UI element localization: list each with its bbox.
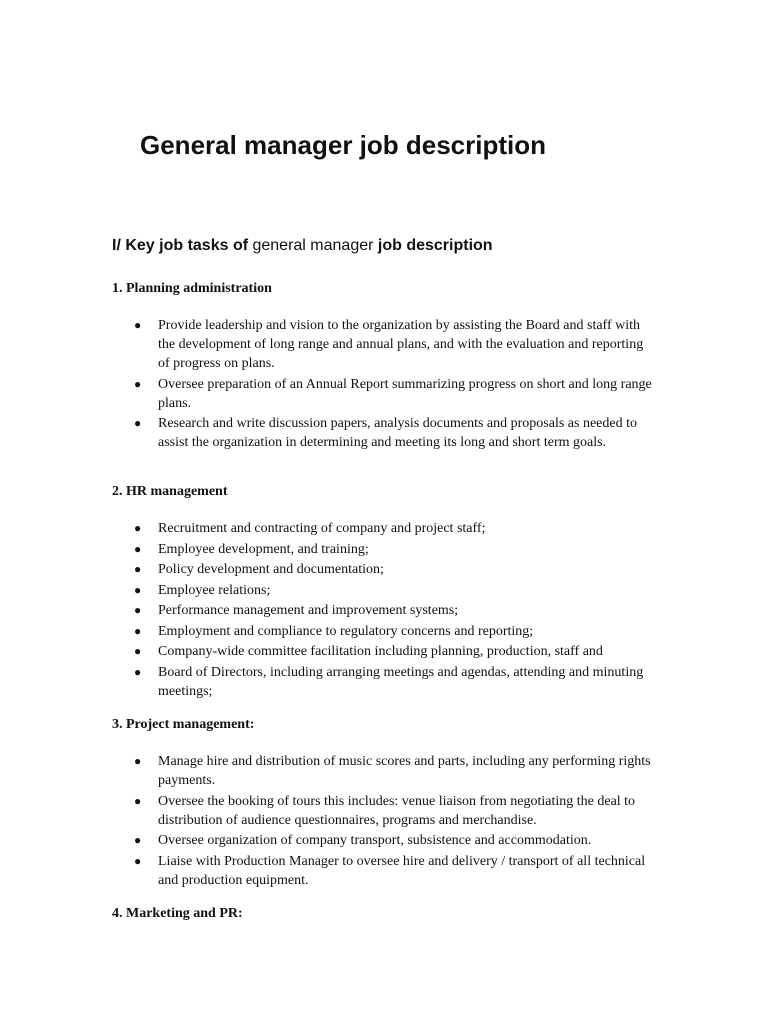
list-item-text: Employment and compliance to regulatory concerns and reporting; (158, 623, 534, 639)
subsection-heading-hr: 2. HR management (112, 484, 228, 499)
bullet-list-hr (0, 519, 658, 702)
list-item (0, 519, 658, 538)
list-item-text: Performance management and improvement systems; (158, 603, 459, 618)
list-item (0, 792, 658, 830)
bullet-icon: ● (134, 562, 142, 576)
list-item-text: Board of Directors, including arranging meetings and agendas, attending and minuting meetings; (158, 664, 644, 699)
bullet-icon: ● (134, 644, 142, 658)
bullet-icon: ● (134, 416, 142, 430)
section-heading-suffix: job description (373, 237, 493, 254)
subsection-heading-planning: 1. Planning administration (112, 281, 272, 296)
list-item (0, 831, 658, 850)
bullet-icon: ● (134, 623, 142, 638)
list-item (0, 663, 658, 701)
section-heading (112, 237, 493, 255)
bullet-icon: ● (134, 754, 142, 768)
list-item-text: Manage hire and distribution of music scores and parts, including any performing rights payments. (158, 754, 651, 788)
subsection-heading-project: 3. Project management: (112, 717, 255, 732)
list-item (0, 540, 658, 559)
bullet-icon: ● (134, 582, 142, 597)
list-item (0, 601, 658, 620)
bullet-icon: ● (134, 793, 142, 808)
bullet-icon: ● (134, 376, 142, 391)
bullet-list-planning (0, 316, 658, 454)
list-item-text: Oversee organization of company transport, subsistence and accommodation. (158, 833, 592, 848)
list-item (0, 622, 658, 641)
bullet-icon: ● (134, 521, 142, 535)
bullet-icon: ● (134, 664, 142, 679)
list-item-text: Provide leadership and vision to the organization by assisting the Board and staff with the development of long range and annual plans, and with the evaluation and reporting of progress on plans. (158, 318, 644, 371)
bullet-icon: ● (134, 541, 142, 556)
bullet-icon: ● (134, 603, 142, 617)
list-item-text: Oversee preparation of an Annual Report summarizing progress on short and long range plans. (158, 376, 652, 411)
list-item-text: Liaise with Production Manager to oversee hire and delivery / transport of all technical and production equipment. (158, 853, 646, 888)
list-item-text: Oversee the booking of tours this includes: venue liaison from negotiating the deal to distribution of audience questionnaires, programs and merchandise. (158, 793, 636, 828)
list-item (0, 642, 658, 661)
list-item-text: Policy development and documentation; (158, 562, 384, 577)
bullet-icon: ● (134, 833, 142, 847)
bullet-icon: ● (134, 318, 142, 332)
list-item-text: Recruitment and contracting of company and project staff; (158, 521, 486, 536)
list-item (0, 414, 658, 452)
subsection-heading-marketing: 4. Marketing and PR: (112, 906, 243, 921)
section-heading-prefix: I/ Key job tasks of (112, 237, 253, 254)
list-item-text: Company-wide committee facilitation including planning, production, staff and (158, 644, 603, 659)
list-item (0, 852, 658, 890)
list-item-text: Employee relations; (158, 582, 271, 598)
list-item (0, 316, 658, 373)
section-heading-middle: general manager (252, 237, 374, 254)
list-item-text: Employee development, and training; (158, 541, 369, 557)
list-item (0, 375, 658, 413)
list-item (0, 560, 658, 579)
bullet-list-project (0, 752, 658, 891)
list-item (0, 752, 658, 790)
list-item (0, 581, 658, 600)
page-title: General manager job description (140, 130, 546, 160)
bullet-icon: ● (134, 853, 142, 868)
list-item-text: Research and write discussion papers, analysis documents and proposals as needed to assist the organization in determining and meeting its long and short term goals. (158, 416, 637, 450)
